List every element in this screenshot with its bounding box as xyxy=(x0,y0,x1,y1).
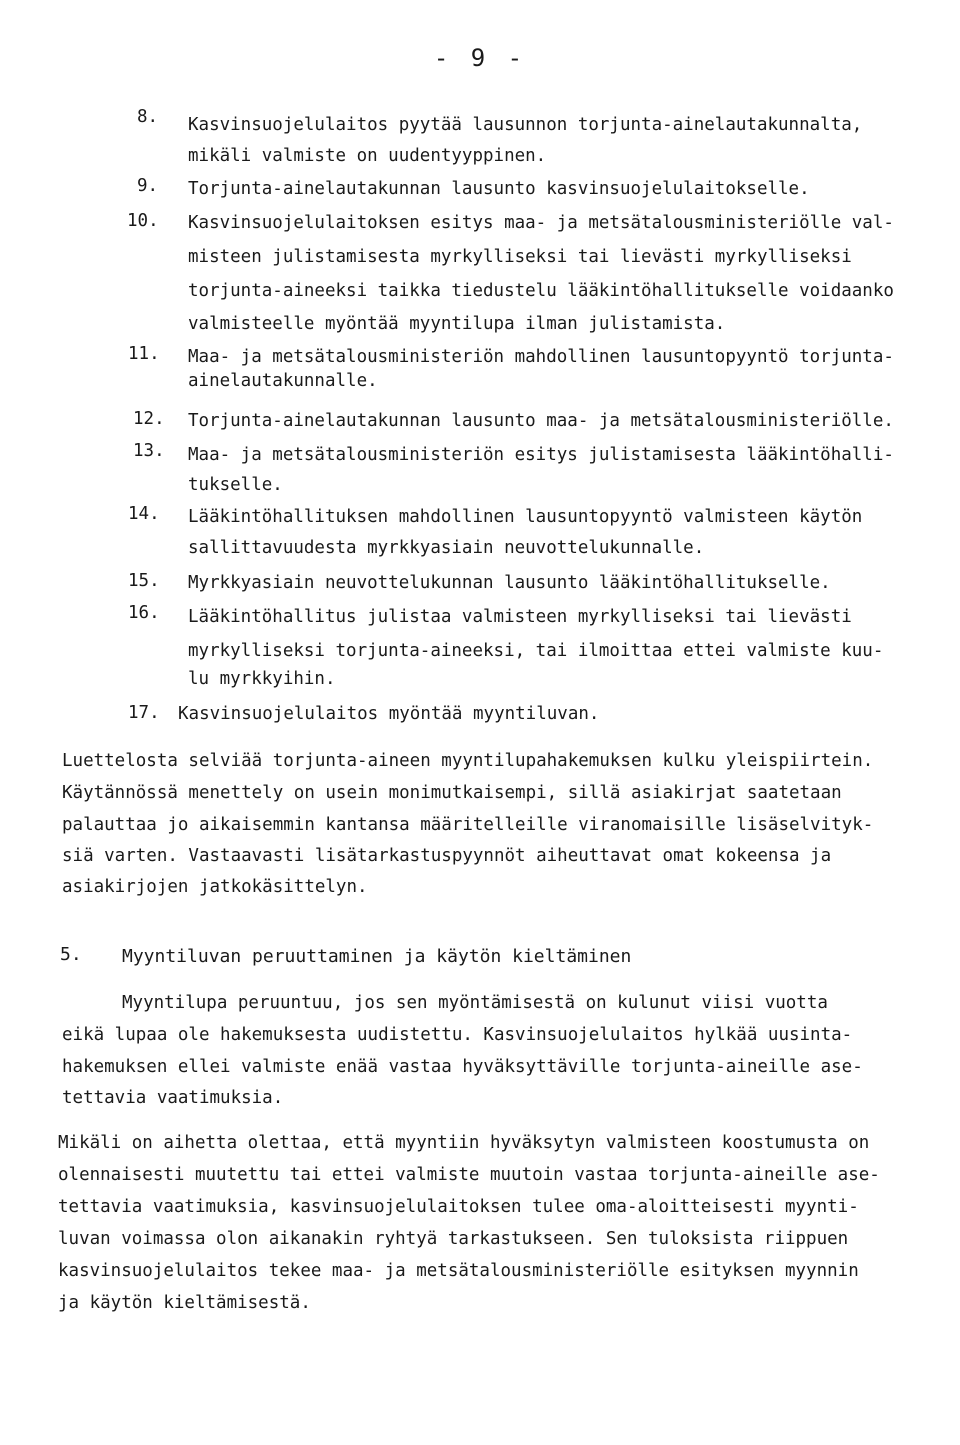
list-item-line: Kasvinsuojelulaitos pyytää lausunnon torjunta-ainelautakunnalta, xyxy=(188,115,863,135)
list-item-line: lu myrkkyihin. xyxy=(188,669,336,689)
list-number: 16. xyxy=(128,603,160,623)
paragraph-line: Myyntilupa peruuntuu, jos sen myöntämisestä on kulunut viisi vuotta xyxy=(122,993,828,1013)
list-item-line: Lääkintöhallituksen mahdollinen lausuntopyyntö valmisteen käytön xyxy=(188,507,863,527)
list-item-line: Myrkkyasiain neuvottelukunnan lausunto lääkintöhallitukselle. xyxy=(188,573,831,593)
list-item-line: torjunta-aineeksi taikka tiedustelu lääkintöhallitukselle voidaanko xyxy=(188,281,894,301)
list-number: 9. xyxy=(137,176,159,196)
paragraph-line: kasvinsuojelulaitos tekee maa- ja metsätalousministeriölle esityksen myynnin xyxy=(58,1261,859,1281)
paragraph-line: tettavia vaatimuksia, kasvinsuojelulaitoksen tulee oma-aloitteisesti myynti- xyxy=(58,1197,859,1217)
list-number: 15. xyxy=(128,571,160,591)
paragraph-line: siä varten. Vastaavasti lisätarkastuspyynnöt aiheuttavat omat kokeensa ja xyxy=(62,846,832,866)
list-number: 8. xyxy=(137,107,159,127)
list-item-line: Maa- ja metsätalousministeriön esitys julistamisesta lääkintöhalli- xyxy=(188,445,894,465)
list-number: 12. xyxy=(133,409,165,429)
page-number: - 9 - xyxy=(433,44,527,72)
paragraph-line: Käytännössä menettely on usein monimutkaisempi, sillä asiakirjat saatetaan xyxy=(62,783,842,803)
list-number: 11. xyxy=(128,344,160,364)
list-item-line: mikäli valmiste on uudentyyppinen. xyxy=(188,146,547,166)
list-number: 13. xyxy=(133,441,165,461)
list-item-line: Lääkintöhallitus julistaa valmisteen myrkylliseksi tai lievästi xyxy=(188,607,852,627)
list-item-line: misteen julistamisesta myrkylliseksi tai lievästi myrkylliseksi xyxy=(188,247,852,267)
section-title: Myyntiluvan peruuttaminen ja käytön kieltäminen xyxy=(122,946,632,967)
list-number: 14. xyxy=(128,504,160,524)
paragraph-line: asiakirjojen jatkokäsittelyn. xyxy=(62,877,368,897)
paragraph-line: Mikäli on aihetta olettaa, että myyntiin hyväksytyn valmisteen koostumusta on xyxy=(58,1133,870,1153)
list-item-line: Torjunta-ainelautakunnan lausunto maa- ja metsätalousministeriölle. xyxy=(188,411,894,431)
list-item-line: Kasvinsuojelulaitos myöntää myyntiluvan. xyxy=(178,704,600,724)
list-item-line: Torjunta-ainelautakunnan lausunto kasvinsuojelulaitokselle. xyxy=(188,179,810,199)
paragraph-line: palauttaa jo aikaisemmin kantansa määritelleille viranomaisille lisäselvityk- xyxy=(62,815,874,835)
list-item-line: myrkylliseksi torjunta-aineeksi, tai ilmoittaa ettei valmiste kuu- xyxy=(188,641,884,661)
paragraph-line: luvan voimassa olon aikanakin ryhtyä tarkastukseen. Sen tuloksista riippuen xyxy=(58,1229,849,1249)
list-item-line: tukselle. xyxy=(188,475,283,495)
paragraph-line: tettavia vaatimuksia. xyxy=(62,1088,284,1108)
paragraph-line: olennaisesti muutettu tai ettei valmiste muutoin vastaa torjunta-aineille ase- xyxy=(58,1165,880,1185)
list-number: 10. xyxy=(127,211,159,231)
paragraph-line: Luettelosta selviää torjunta-aineen myyntilupahakemuksen kulku yleispiirtein. xyxy=(62,751,874,771)
list-number: 17. xyxy=(128,703,160,723)
list-item-line: Maa- ja metsätalousministeriön mahdollinen lausuntopyyntö torjunta- xyxy=(188,347,894,367)
list-item-line: valmisteelle myöntää myyntilupa ilman julistamista. xyxy=(188,314,726,334)
paragraph-line: hakemuksen ellei valmiste enää vastaa hyväksyttäville torjunta-aineille ase- xyxy=(62,1057,863,1077)
paragraph-line: ja käytön kieltämisestä. xyxy=(58,1293,311,1313)
list-item-line: ainelautakunnalle. xyxy=(188,371,378,391)
section-number: 5. xyxy=(60,944,82,965)
paragraph-line: eikä lupaa ole hakemuksesta uudistettu. Kasvinsuojelulaitos hylkää uusinta- xyxy=(62,1025,853,1045)
list-item-line: sallittavuudesta myrkkyasiain neuvottelukunnalle. xyxy=(188,538,705,558)
list-item-line: Kasvinsuojelulaitoksen esitys maa- ja metsätalousministeriölle val- xyxy=(188,213,894,233)
